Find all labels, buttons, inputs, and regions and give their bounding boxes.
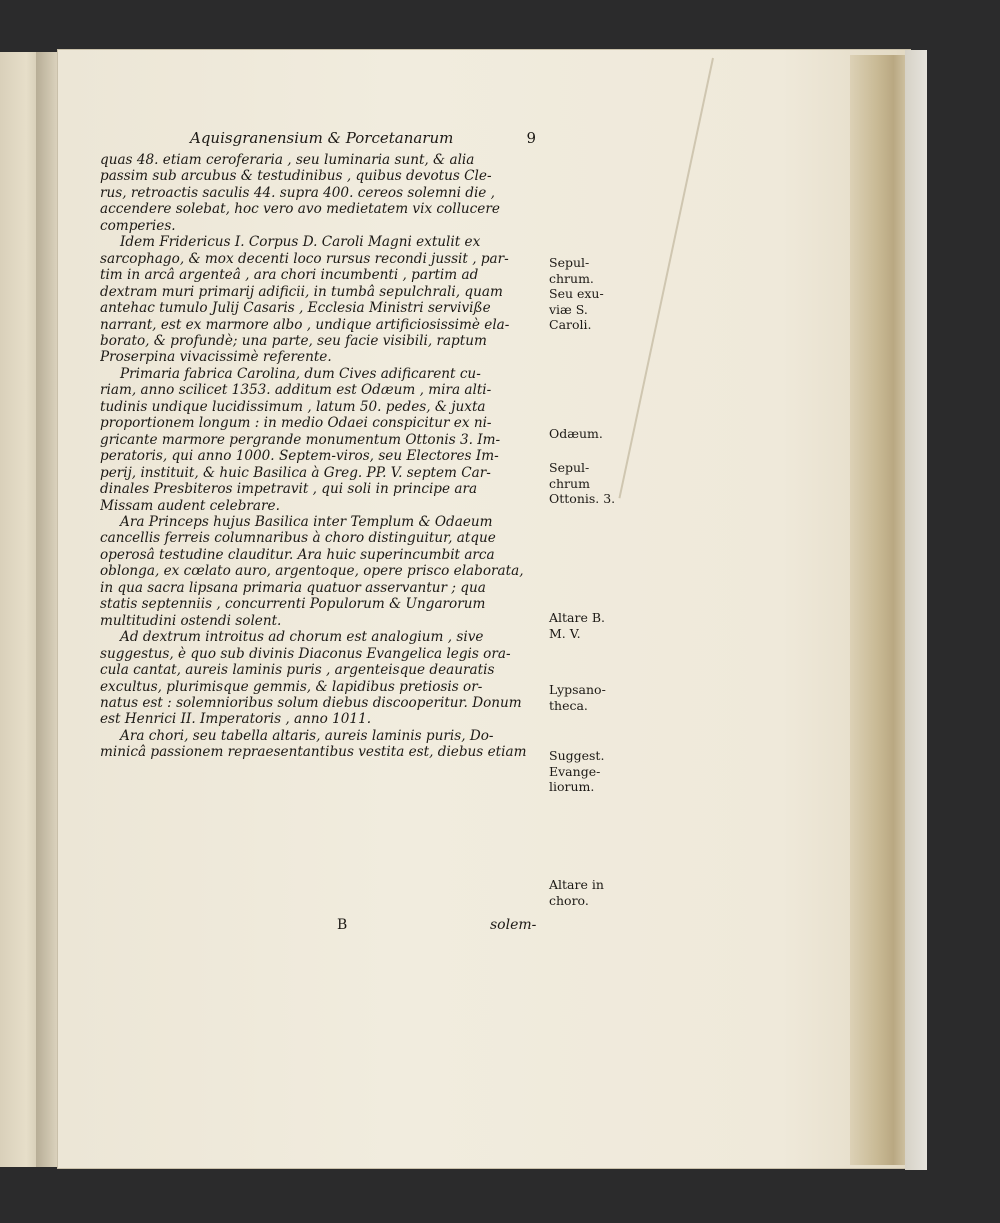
text-line: in qua sacra lipsana primaria quatuor asservantur ; qua [100,579,486,596]
margin-note-sepulchrum-caroli: Sepul- chrum. Seu exu- viæ S. Caroli. [549,255,604,332]
text-line: multitudini ostendi solent. [100,612,282,629]
text-line: narrant, est ex marmore albo , undique artificiosissimè ela- [100,316,510,333]
running-head [190,129,550,147]
text-line: minicâ passionem repraesentantibus vestita est, diebus etiam [100,744,527,761]
margin-note-suggestus: Suggest. Evange- liorum. [549,748,605,794]
text-line: suggestus, è quo sub divinis Diaconus Evangelica legis ora- [100,645,511,662]
text-line: Missam audent celebrare. [100,497,280,514]
text-line: Ara Princeps hujus Basilica inter Templum & Odaeum [120,513,493,530]
text-line: gricante marmore pergrande monumentum Ottonis 3. Im- [100,431,501,448]
margin-note-lypsanotheca: Lypsano- theca. [549,682,606,713]
text-line: Proserpina vivacissimè referente. [100,349,332,366]
text-line: accendere solebat, hoc vero avo medietatem vix collucere [100,201,500,218]
page-number: 9 [526,129,536,147]
running-head-title: Aquisgranensium & Porcetanarum [190,129,454,147]
text-line: dextram muri primarij adificii, in tumbâ sepulchrali, quam [100,283,503,300]
margin-note-sepulchrum-ottonis: Sepul- chrum Ottonis. 3. [549,460,616,506]
text-line: sarcophago, & mox decenti loco rursus recondi jussit , par- [100,250,509,267]
text-line: cancellis ferreis columnaribus à choro distinguitur, atque [100,530,496,547]
text-line: borato, & profundè; una parte, seu facie visibili, raptum [100,332,487,349]
cover-edge [905,50,927,1170]
text-line: operosâ testudine clauditur. Ara huic superincumbit arca [100,546,495,563]
text-line: Idem Fridericus I. Corpus D. Caroli Magni extulit ex [120,234,481,251]
text-line: cula cantat, aureis laminis puris , argenteisque deauratis [100,662,495,679]
text-line: tudinis undique lucidissimum , latum 50. pedes, & juxta [100,398,486,415]
text-line: comperies. [100,217,176,234]
text-line: natus est : solemnioribus solum diebus discooperitur. Donum [100,694,522,711]
catchword: solem- [490,917,537,933]
text-line: rus, retroactis saculis 44. supra 400. cereos solemni die , [100,184,495,201]
text-line: statis septenniis , concurrenti Populorum & Ungarorum [100,596,486,613]
text-line: proportionem longum : in medio Odaei conspicitur ex ni- [100,415,492,432]
text-line: est Henrici II. Imperatoris , anno 1011. [100,711,372,728]
text-line: riam, anno scilicet 1353. additum est Odæum , mira alti- [100,382,492,399]
text-line: oblonga, ex cœlato auro, argentoque, opere prisco elaborata, [100,563,524,580]
signature-mark: B [337,917,348,933]
text-line: quas 48. etiam ceroferaria , seu luminaria sunt, & alia [100,152,475,168]
main-text [100,152,546,761]
text-line: peratoris, qui anno 1000. Septem-viros, seu Electores Im- [100,448,499,465]
margin-note-altare-choro: Altare in choro. [549,877,604,908]
text-line: Primaria fabrica Carolina, dum Cives adificarent cu- [120,365,481,382]
page-fore-edge [850,55,912,1165]
text-line: tim in arcâ argenteâ , ara chori incumbenti , partim ad [100,267,479,284]
text-line: dinales Presbiteros impetravit , qui soli in principe ara [100,481,478,498]
text-line: Ad dextrum introitus ad chorum est analogium , sive [120,629,484,646]
text-line: excultus, plurimisque gemmis, & lapidibus pretiosis or- [100,678,483,695]
margin-note-altare-bmv: Altare B. M. V. [549,610,606,641]
margin-note-odaeum: Odæum. [549,426,603,441]
text-line: passim sub arcubus & testudinibus , quibus devotus Cle- [100,168,492,185]
text-line: perij, instituit, & huic Basilica à Greg. PP. V. septem Car- [100,464,491,481]
text-line: Ara chori, seu tabella altaris, aureis laminis puris, Do- [120,727,494,744]
text-line: antehac tumulo Julij Casaris , Ecclesia Ministri serviviße [100,300,491,317]
